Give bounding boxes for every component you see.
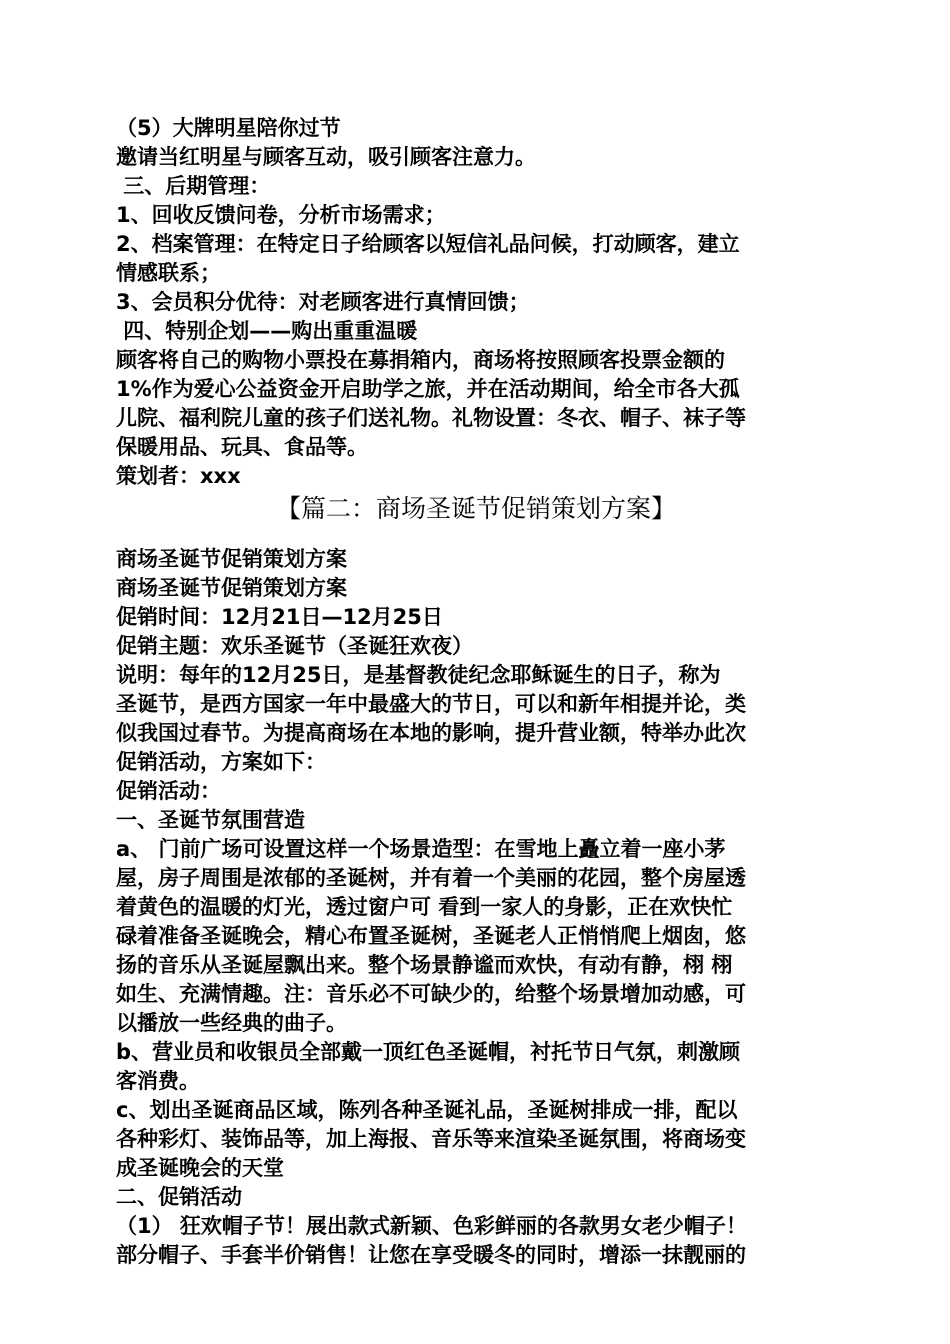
doc-title: 商场圣诞节促销策划方案 — [116, 576, 347, 600]
text-line: 保暖用品、玩具、食品等。 — [116, 435, 368, 459]
text-line: 圣诞节，是西方国家一年中最盛大的节日，可以和新年相提并论，类 — [116, 692, 746, 716]
text-line: a、 门前广场可设置这样一个场景造型：在雪地上矗立着一座小茅 — [116, 837, 726, 861]
doc-title: 商场圣诞节促销策划方案 — [116, 547, 347, 571]
text-line: 如生、充满情趣。注：音乐必不可缺少的，给整个场景增加动感，可 — [116, 982, 746, 1006]
text-line: 1、回收反馈问卷，分析市场需求； — [116, 203, 446, 227]
text-line: 以播放一些经典的曲子。 — [116, 1011, 347, 1035]
text-line: 情感联系； — [116, 261, 221, 285]
text-line: 2、档案管理：在特定日子给顾客以短信礼品问候，打动顾客，建立 — [116, 232, 740, 256]
promo-theme: 促销主题：欢乐圣诞节（圣诞狂欢夜） — [116, 634, 473, 658]
text-line: 屋，房子周围是浓郁的圣诞树，并有着一个美丽的花园，整个房屋透 — [116, 866, 746, 890]
text-line: 碌着准备圣诞晚会，精心布置圣诞树，圣诞老人正悄悄爬上烟囱，悠 — [116, 924, 746, 948]
text-line: 邀请当红明星与顾客互动，吸引顾客注意力。 — [116, 145, 536, 169]
text-line: 儿院、福利院儿童的孩子们送礼物。礼物设置：冬衣、帽子、袜子等 — [116, 406, 746, 430]
heading-promotions: 二、促销活动 — [116, 1185, 242, 1209]
text-line: 着黄色的温暖的灯光，透过窗户可 看到一家人的身影，正在欢快忙 — [116, 895, 733, 919]
heading-atmosphere: 一、圣诞节氛围营造 — [116, 808, 305, 832]
section-one — [116, 114, 836, 491]
document-page — [116, 114, 836, 1270]
text-line: 3、会员积分优待：对老顾客进行真情回馈； — [116, 290, 530, 314]
text-line: 客消费。 — [116, 1069, 200, 1093]
planner-line: 策划者：xxx — [116, 464, 241, 488]
text-line: 促销活动，方案如下： — [116, 750, 326, 774]
text-line: 1%作为爱心公益资金开启助学之旅，并在活动期间，给全市各大孤 — [116, 377, 740, 401]
text-line: 各种彩灯、装饰品等，加上海报、音乐等来渲染圣诞氛围，将商场变 — [116, 1127, 746, 1151]
promo-time: 促销时间：12月21日—12月25日 — [116, 605, 443, 629]
text-line: b、营业员和收银员全部戴一顶红色圣诞帽，衬托节日气氛，刺激顾 — [116, 1040, 741, 1064]
text-line: （1） 狂欢帽子节！展出款式新颖、色彩鲜丽的各款男女老少帽子！ — [116, 1214, 747, 1238]
text-line: 似我国过春节。为提高商场在本地的影响，提升营业额，特举办此次 — [116, 721, 746, 745]
text-line: 部分帽子、手套半价销售！让您在享受暖冬的同时，增添一抹靓丽的 — [116, 1243, 746, 1267]
text-line: c、划出圣诞商品区域，陈列各种圣诞礼品，圣诞树排成一排，配以 — [116, 1098, 738, 1122]
text-line: 扬的音乐从圣诞屋飘出来。整个场景静谧而欢快，有动有静，栩 栩 — [116, 953, 733, 977]
text-line: 成圣诞晚会的天堂 — [116, 1156, 284, 1180]
text-line: 促销活动： — [116, 779, 221, 803]
text-line: 顾客将自己的购物小票投在募捐箱内，商场将按照顾客投票金额的 — [116, 348, 725, 372]
heading-special-plan: 四、特别企划——购出重重温暖 — [116, 319, 418, 343]
text-line: （5）大牌明星陪你过节 — [116, 116, 341, 140]
text-line: 说明：每年的12月25日，是基督教徒纪念耶稣诞生的日子，称为 — [116, 663, 721, 687]
section-two — [116, 545, 836, 1270]
heading-later-management: 三、后期管理： — [116, 174, 271, 198]
section-title: 【篇二：商场圣诞节促销策划方案】 — [275, 494, 676, 523]
